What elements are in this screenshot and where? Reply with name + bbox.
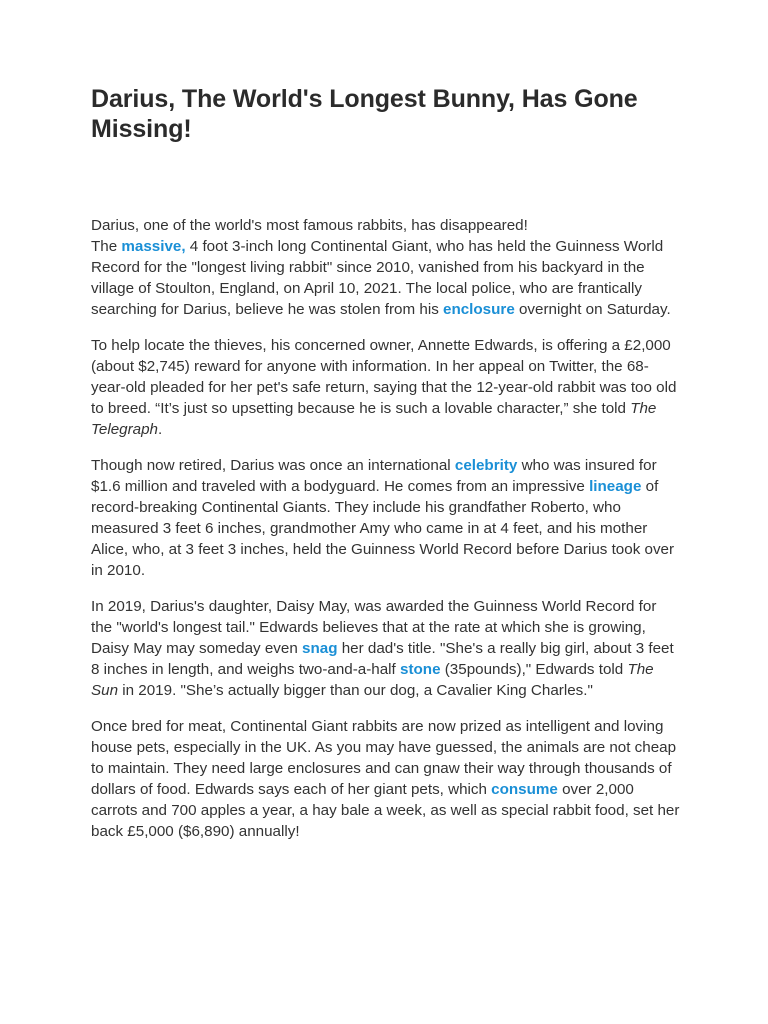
keyword-celebrity[interactable]: celebrity — [454, 457, 518, 474]
keyword-lineage[interactable]: lineage — [589, 478, 642, 495]
p2-publication: The Telegraph — [91, 400, 657, 438]
p4-publication: The Sun — [91, 661, 654, 699]
p5-text-a: Once bred for meat, Continental Giant rabbits are now prized as intelligent and loving house pets, especially in the UK. As you may have guessed, the animals are not cheap to maintain. They need large enclosures and can gnaw their way through thousands of dollars of food. Edwards says each of her giant pets, which — [91, 718, 677, 798]
p1-text-a: The — [91, 238, 122, 255]
paragraph-4 — [91, 596, 681, 701]
p1-text-b: 4 foot 3-inch long Continental Giant, who has held the Guinness World Record for the "longest living rabbit" since 2010, vanished from his backyard in the village of Stoulton, England, on April 10, 2021. The local police, who are frantically searching for Darius, believe he was stolen from his — [91, 238, 664, 318]
p1-intro: Darius, one of the world's most famous rabbits, has disappeared! — [91, 217, 528, 234]
p4-text-c: (35pounds)," Edwards told — [440, 661, 628, 678]
p4-text-b: her dad's title. "She's a really big girl, about 3 feet 8 inches in length, and weighs two-and-a-half — [91, 640, 674, 678]
keyword-stone[interactable]: stone — [400, 661, 441, 678]
p2-text-a: To help locate the thieves, his concerned owner, Annette Edwards, is offering a £2,000 (about $2,745) reward for anyone with information. In her appeal on Twitter, the 68-year-old pleaded for her pet's safe return, saying that the 12-year-old rabbit was too old to breed. “It’s just so upsetting because he is such a lovable character,” she told — [91, 337, 677, 417]
keyword-consume[interactable]: consume — [491, 781, 558, 798]
article-title: Darius, The World's Longest Bunny, Has Gone Missing! — [91, 85, 638, 143]
p3-text-a: Though now retired, Darius was once an international — [91, 457, 455, 474]
p1-text-c: overnight on Saturday. — [514, 301, 671, 318]
p3-text-b: who was insured for $1.6 million and traveled with a bodyguard. He comes from an impressive — [91, 457, 657, 495]
keyword-enclosure[interactable]: enclosure — [443, 301, 515, 318]
p2-text-b: . — [158, 421, 163, 438]
article-body — [91, 215, 681, 842]
keyword-massive[interactable]: massive, — [121, 238, 186, 255]
paragraph-2 — [91, 335, 681, 440]
paragraph-5 — [91, 716, 681, 842]
article — [91, 84, 681, 857]
p4-text-d: in 2019. "She’s actually bigger than our dog, a Cavalier King Charles." — [118, 682, 593, 699]
p4-text-a: In 2019, Darius's daughter, Daisy May, was awarded the Guinness World Record for the "world's longest tail." Edwards believes that at the rate at which she is growing, Daisy May may someday even — [91, 598, 657, 657]
paragraph-3 — [91, 455, 681, 581]
p3-text-c: of record-breaking Continental Giants. They include his grandfather Roberto, who measured 3 feet 6 inches, grandmother Amy who came in at 4 feet, and his mother Alice, who, at 3 feet 3 inches, held the Guinness World Record before Darius took over in 2010. — [91, 478, 675, 579]
keyword-snag[interactable]: snag — [302, 640, 338, 657]
p5-text-b: over 2,000 carrots and 700 apples a year, a hay bale a week, as well as special rabbit food, set her back £5,000 ($6,890) annually! — [91, 781, 680, 840]
paragraph-1 — [91, 215, 681, 320]
